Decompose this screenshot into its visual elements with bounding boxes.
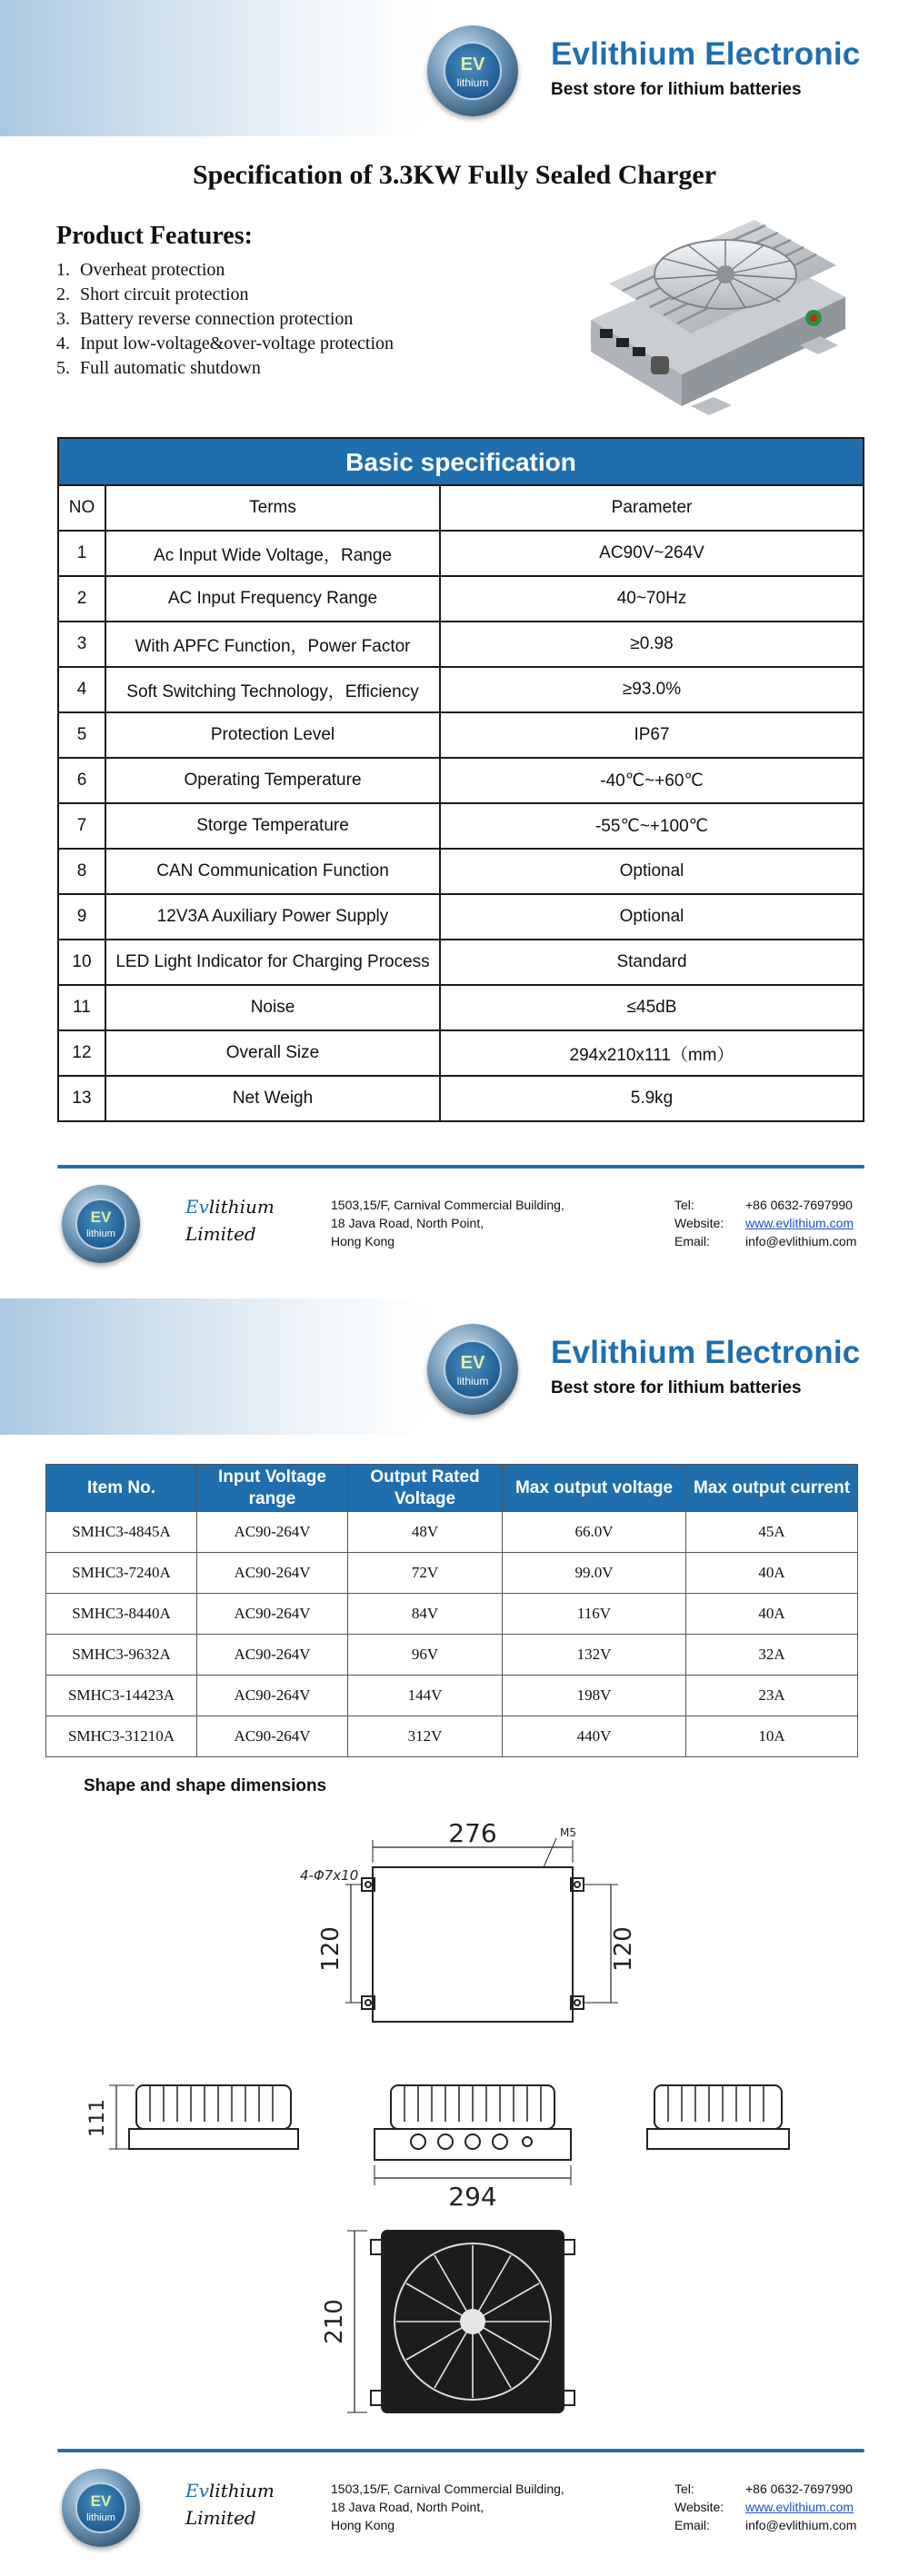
cell-rated: 312V xyxy=(348,1716,503,1757)
table-row xyxy=(58,849,864,894)
cell-rated: 84V xyxy=(348,1594,503,1635)
table-row xyxy=(58,1076,864,1121)
cell-max-current: 23A xyxy=(686,1676,858,1716)
dim-top-width: 276 xyxy=(448,1818,497,1848)
cell-parameter: ≥93.0% xyxy=(440,667,864,712)
cell-input: AC90-264V xyxy=(197,1512,348,1553)
list-text: Short circuit protection xyxy=(80,284,249,304)
contact-website xyxy=(674,1214,856,1232)
cell-item-no: SMHC3-8440A xyxy=(46,1594,197,1635)
cell-rated: 96V xyxy=(348,1635,503,1676)
address-line: Hong Kong xyxy=(331,1234,395,1248)
footer-brand-prefix: Ev xyxy=(185,2480,209,2501)
basic-spec-heading: Basic specification xyxy=(57,437,864,484)
cell-input: AC90-264V xyxy=(197,1594,348,1635)
list-item xyxy=(56,258,394,283)
cell-term: Storge Temperature xyxy=(105,803,440,849)
footer-brand xyxy=(185,1196,275,1218)
list-number: 4. xyxy=(56,333,70,353)
list-text: Input low-voltage&over-voltage protection xyxy=(80,333,395,353)
cell-parameter: -40℃~+60℃ xyxy=(440,758,864,803)
table-row xyxy=(58,576,864,622)
cell-item-no: SMHC3-7240A xyxy=(46,1553,197,1594)
footer-contact xyxy=(674,1196,856,1250)
brand-tagline: Best store for lithium batteries xyxy=(551,80,802,99)
page-header xyxy=(0,0,909,136)
cell-rated: 48V xyxy=(348,1512,503,1553)
cell-item-no: SMHC3-4845A xyxy=(46,1512,197,1553)
column-header-terms: Terms xyxy=(105,485,440,531)
footer-brand xyxy=(185,2480,275,2501)
table-row xyxy=(58,758,864,803)
footer-brand-limited: Limited xyxy=(185,1223,256,1245)
cell-term: Net Weigh xyxy=(105,1076,440,1121)
evlithium-logo xyxy=(62,2469,140,2547)
cell-max-voltage: 116V xyxy=(503,1594,686,1635)
dim-hole-label: 4-Φ7x10 xyxy=(300,1867,359,1884)
cell-parameter: 5.9kg xyxy=(440,1076,864,1121)
cell-term: Ac Input Wide Voltage，Range xyxy=(105,531,440,576)
table-row xyxy=(46,1635,858,1676)
cell-parameter: ≤45dB xyxy=(440,985,864,1030)
evlithium-logo xyxy=(427,25,518,116)
cell-no: 7 xyxy=(58,803,105,849)
cell-no: 9 xyxy=(58,894,105,940)
list-text: Overheat protection xyxy=(80,260,225,280)
contact-label: Website: xyxy=(674,2500,724,2514)
cell-no: 4 xyxy=(58,667,105,712)
logo-text-lithium: lithium xyxy=(456,76,489,89)
cell-input: AC90-264V xyxy=(197,1553,348,1594)
table-row xyxy=(58,667,864,712)
table-row xyxy=(58,531,864,576)
cell-parameter: -55℃~+100℃ xyxy=(440,803,864,849)
cell-term: Noise xyxy=(105,985,440,1030)
cell-item-no: SMHC3-31210A xyxy=(46,1716,197,1757)
contact-tel xyxy=(674,1196,856,1214)
footer-brand-prefix: Ev xyxy=(185,1196,209,1218)
footer-divider xyxy=(57,1165,864,1169)
cell-max-voltage: 440V xyxy=(503,1716,686,1757)
contact-label: Email: xyxy=(674,2518,710,2532)
column-header-item-no: Item No. xyxy=(46,1465,197,1512)
top-view-drawing xyxy=(345,1838,618,2022)
cell-parameter: Standard xyxy=(440,940,864,985)
page-1 xyxy=(0,0,909,1286)
address-line: Hong Kong xyxy=(331,2518,395,2532)
dim-bottom-height: 210 xyxy=(321,2299,348,2344)
logo-text-ev: EV xyxy=(460,1353,485,1373)
models-spec-table xyxy=(45,1464,858,1757)
column-header-output-rated-voltage: Output Rated Voltage xyxy=(348,1465,503,1512)
website-link[interactable]: www.evlithium.com xyxy=(745,2500,854,2514)
contact-value: +86 0632-7697990 xyxy=(745,1198,853,1212)
contact-label: Website: xyxy=(674,1216,724,1230)
column-header-max-output-current: Max output current xyxy=(686,1465,858,1512)
dim-left-height: 120 xyxy=(317,1926,345,1972)
logo-text-lithium: lithium xyxy=(456,1375,489,1387)
page-footer xyxy=(0,2449,909,2576)
models-table xyxy=(45,1464,858,1757)
cell-term: 12V3A Auxiliary Power Supply xyxy=(105,894,440,940)
address-line: 18 Java Road, North Point, xyxy=(331,1216,484,1230)
cell-no: 11 xyxy=(58,985,105,1030)
cell-term: Overall Size xyxy=(105,1030,440,1076)
cell-no: 12 xyxy=(58,1030,105,1076)
table-row xyxy=(58,712,864,758)
cell-parameter: Optional xyxy=(440,894,864,940)
address-line: 1503,15/F, Carnival Commercial Building, xyxy=(331,1198,564,1212)
contact-label: Tel: xyxy=(674,2482,694,2496)
cell-input: AC90-264V xyxy=(197,1676,348,1716)
page-2 xyxy=(0,1286,909,2571)
list-text: Full automatic shutdown xyxy=(80,358,261,378)
list-number: 3. xyxy=(56,309,70,329)
website-link[interactable]: www.evlithium.com xyxy=(745,1216,854,1230)
footer-address xyxy=(331,1196,564,1250)
table-row xyxy=(58,803,864,849)
table-row xyxy=(58,894,864,940)
dim-side-height: 111 xyxy=(86,2099,109,2137)
left-side-view-drawing xyxy=(109,2085,298,2149)
logo-text-ev: EV xyxy=(90,1208,112,1226)
cell-rated: 72V xyxy=(348,1553,503,1594)
document-title: Specification of 3.3KW Fully Sealed Charger xyxy=(192,160,717,190)
cell-parameter: Optional xyxy=(440,849,864,894)
cell-input: AC90-264V xyxy=(197,1635,348,1676)
cell-no: 8 xyxy=(58,849,105,894)
charger-product-image xyxy=(573,211,864,420)
column-header-max-output-voltage: Max output voltage xyxy=(503,1465,686,1512)
footer-contact xyxy=(674,2480,856,2534)
cell-term: Soft Switching Technology，Efficiency xyxy=(105,667,440,712)
cell-max-current: 40A xyxy=(686,1594,858,1635)
evlithium-logo xyxy=(427,1324,518,1415)
list-item xyxy=(56,356,394,381)
cell-max-current: 10A xyxy=(686,1716,858,1757)
address-line: 1503,15/F, Carnival Commercial Building, xyxy=(331,2482,564,2496)
dimension-drawings xyxy=(0,1813,909,2449)
cell-max-current: 40A xyxy=(686,1553,858,1594)
features-list xyxy=(56,258,394,381)
header-gradient xyxy=(0,1298,436,1435)
bottom-view-drawing xyxy=(347,2231,574,2412)
cell-parameter: 294x210x111（mm） xyxy=(440,1030,864,1076)
basic-spec-table xyxy=(57,437,864,1122)
cell-no: 13 xyxy=(58,1076,105,1121)
dim-right-height: 120 xyxy=(610,1926,637,1972)
footer-brand-limited: Limited xyxy=(185,2507,256,2529)
list-number: 1. xyxy=(56,260,70,280)
cell-rated: 144V xyxy=(348,1676,503,1716)
cell-parameter: ≥0.98 xyxy=(440,622,864,667)
table-row xyxy=(58,1030,864,1076)
cell-no: 3 xyxy=(58,622,105,667)
table-row xyxy=(46,1594,858,1635)
column-header-parameter: Parameter xyxy=(440,485,864,531)
brand-name: Evlithium Electronic xyxy=(551,1335,861,1370)
table-row xyxy=(58,940,864,985)
shape-dimensions-heading: Shape and shape dimensions xyxy=(84,1776,327,1795)
brand-tagline: Best store for lithium batteries xyxy=(551,1378,802,1397)
cell-term: Protection Level xyxy=(105,712,440,758)
cell-parameter: 40~70Hz xyxy=(440,576,864,622)
list-text: Battery reverse connection protection xyxy=(80,309,354,329)
footer-brand-suffix: lithium xyxy=(208,2480,275,2501)
cell-max-voltage: 198V xyxy=(503,1676,686,1716)
cell-max-current: 45A xyxy=(686,1512,858,1553)
cell-no: 1 xyxy=(58,531,105,576)
contact-label: Tel: xyxy=(674,1198,694,1212)
cell-input: AC90-264V xyxy=(197,1716,348,1757)
cell-no: 2 xyxy=(58,576,105,622)
cell-no: 6 xyxy=(58,758,105,803)
cell-term: With APFC Function，Power Factor xyxy=(105,622,440,667)
footer-address xyxy=(331,2480,564,2534)
logo-text-lithium: lithium xyxy=(86,2512,115,2523)
cell-no: 10 xyxy=(58,940,105,985)
list-number: 2. xyxy=(56,284,70,304)
contact-value: info@evlithium.com xyxy=(745,1234,857,1248)
features-heading: Product Features: xyxy=(56,222,253,250)
list-item xyxy=(56,283,394,307)
spec-table xyxy=(57,484,864,1122)
cell-item-no: SMHC3-9632A xyxy=(46,1635,197,1676)
brand-name: Evlithium Electronic xyxy=(551,36,861,72)
contact-website xyxy=(674,2498,856,2516)
contact-label: Email: xyxy=(674,1234,710,1248)
list-item xyxy=(56,307,394,332)
cell-term: CAN Communication Function xyxy=(105,849,440,894)
evlithium-logo xyxy=(62,1185,140,1263)
table-row xyxy=(46,1716,858,1757)
dim-m5: M5 xyxy=(560,1826,576,1839)
cell-max-current: 32A xyxy=(686,1635,858,1676)
table-row xyxy=(58,985,864,1030)
header-gradient xyxy=(0,0,436,136)
column-header-no: NO xyxy=(58,485,105,531)
list-number: 5. xyxy=(56,358,70,378)
table-header-row xyxy=(46,1465,858,1512)
logo-text-lithium: lithium xyxy=(86,1228,115,1239)
table-row xyxy=(58,622,864,667)
logo-text-ev: EV xyxy=(90,2492,112,2510)
list-item xyxy=(56,332,394,356)
contact-value: info@evlithium.com xyxy=(745,2518,857,2532)
cell-max-voltage: 66.0V xyxy=(503,1512,686,1553)
right-side-view-drawing xyxy=(647,2085,789,2149)
cell-term: LED Light Indicator for Charging Process xyxy=(105,940,440,985)
cell-term: AC Input Frequency Range xyxy=(105,576,440,622)
cell-parameter: IP67 xyxy=(440,712,864,758)
footer-brand-suffix: lithium xyxy=(208,1196,275,1218)
cell-item-no: SMHC3-14423A xyxy=(46,1676,197,1716)
address-line: 18 Java Road, North Point, xyxy=(331,2500,484,2514)
contact-tel xyxy=(674,2480,856,2498)
contact-value: +86 0632-7697990 xyxy=(745,2482,853,2496)
table-header-row xyxy=(58,485,864,531)
front-view-drawing xyxy=(375,2085,571,2185)
cell-term: Operating Temperature xyxy=(105,758,440,803)
logo-text-ev: EV xyxy=(460,55,485,75)
table-row xyxy=(46,1553,858,1594)
cell-no: 5 xyxy=(58,712,105,758)
column-header-input-voltage: Input Voltage range xyxy=(197,1465,348,1512)
table-row xyxy=(46,1676,858,1716)
cell-parameter: AC90V~264V xyxy=(440,531,864,576)
table-row xyxy=(46,1512,858,1553)
page-footer xyxy=(0,1165,909,1292)
cell-max-voltage: 99.0V xyxy=(503,1553,686,1594)
cell-max-voltage: 132V xyxy=(503,1635,686,1676)
footer-divider xyxy=(57,2449,864,2452)
page-header xyxy=(0,1298,909,1435)
contact-email xyxy=(674,2516,856,2534)
contact-email xyxy=(674,1232,856,1250)
dim-front-width: 294 xyxy=(448,2182,497,2212)
